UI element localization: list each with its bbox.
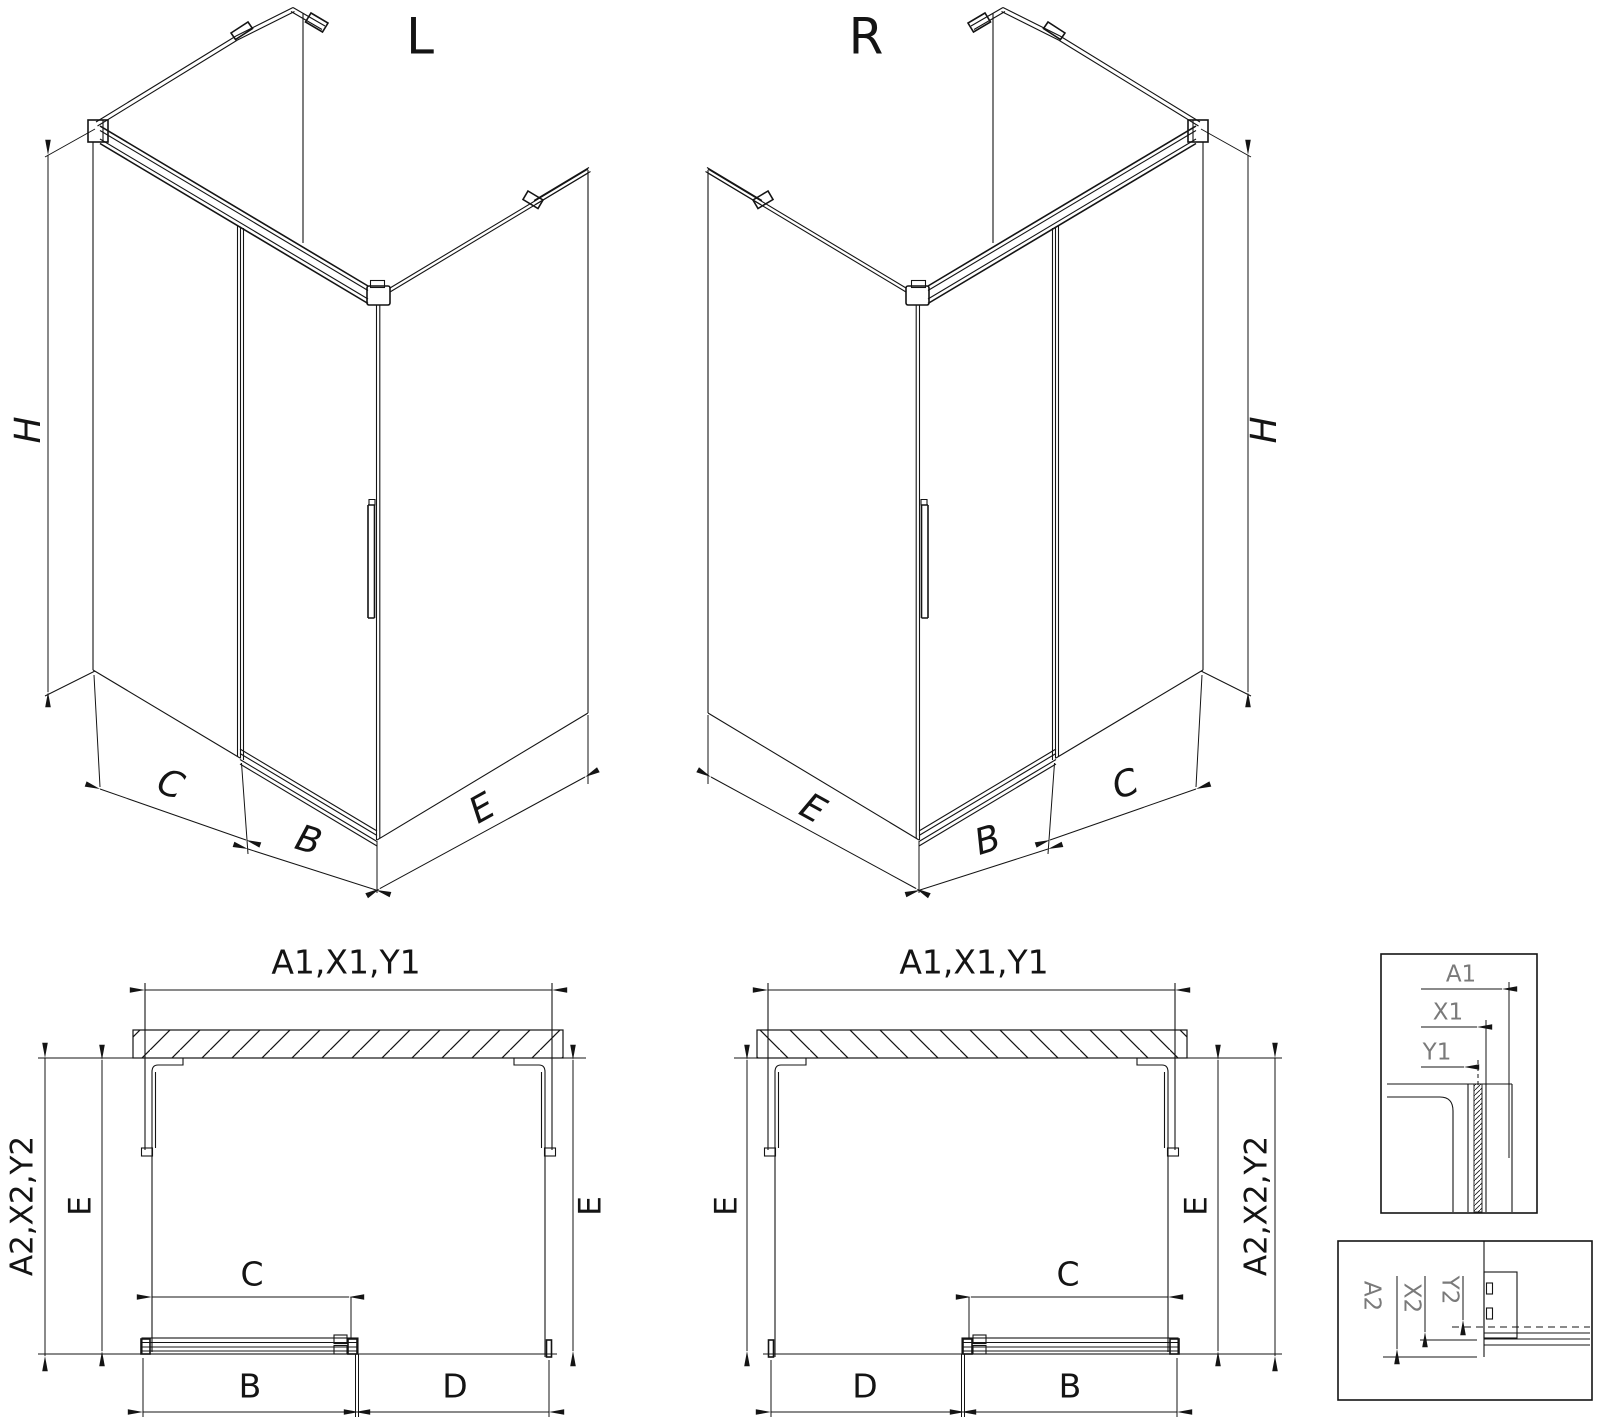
plan-left-dim-depth-total: A2,X2,Y2 [4, 1135, 41, 1277]
iso-right-dim-side: E [792, 785, 833, 833]
plan-view-left [5, 943, 609, 1418]
detail-box-width [1381, 954, 1537, 1213]
plan-left-dim-door: B [238, 1366, 262, 1406]
plan-left-dim-depth-left: E [62, 1196, 99, 1216]
iso-left-title: L [406, 7, 434, 66]
iso-view-left [8, 8, 591, 894]
detail-width-mid: X1 [1432, 999, 1464, 1026]
detail-depth-inner: Y2 [1436, 1275, 1463, 1305]
detail-depth-overall: A2 [1358, 1280, 1385, 1312]
iso-left-dim-side: E [462, 785, 503, 833]
iso-left-dim-height: H [8, 416, 49, 444]
iso-right-dim-height: H [1244, 416, 1285, 444]
iso-view-right [706, 8, 1286, 894]
detail-box-depth [1338, 1241, 1592, 1400]
iso-left-dim-fixed: C [151, 761, 190, 809]
plan-left-dim-width: A1,X1,Y1 [271, 942, 421, 982]
plan-right-dim-fixed: C [1056, 1254, 1080, 1294]
iso-right-title: R [848, 7, 884, 66]
plan-left-dim-depth-right: E [572, 1196, 609, 1216]
detail-width-inner: Y1 [1422, 1039, 1452, 1066]
plan-right-dim-width: A1,X1,Y1 [899, 942, 1049, 982]
iso-right-dim-door: B [969, 817, 1006, 864]
plan-right-dim-depth-total: A2,X2,Y2 [1238, 1135, 1275, 1277]
iso-left-dim-door: B [290, 817, 327, 864]
plan-right-dim-depth-right: E [1178, 1196, 1215, 1216]
plan-left-dim-opening: D [442, 1366, 468, 1406]
detail-depth-mid: X2 [1398, 1282, 1425, 1314]
plan-right-dim-opening: D [852, 1366, 878, 1406]
plan-left-dim-fixed: C [240, 1254, 264, 1294]
iso-right-dim-fixed: C [1106, 761, 1145, 809]
plan-right-dim-door: B [1058, 1366, 1082, 1406]
detail-width-overall: A1 [1445, 961, 1477, 988]
plan-view-right [709, 943, 1283, 1418]
plan-right-dim-depth-left: E [708, 1196, 745, 1216]
